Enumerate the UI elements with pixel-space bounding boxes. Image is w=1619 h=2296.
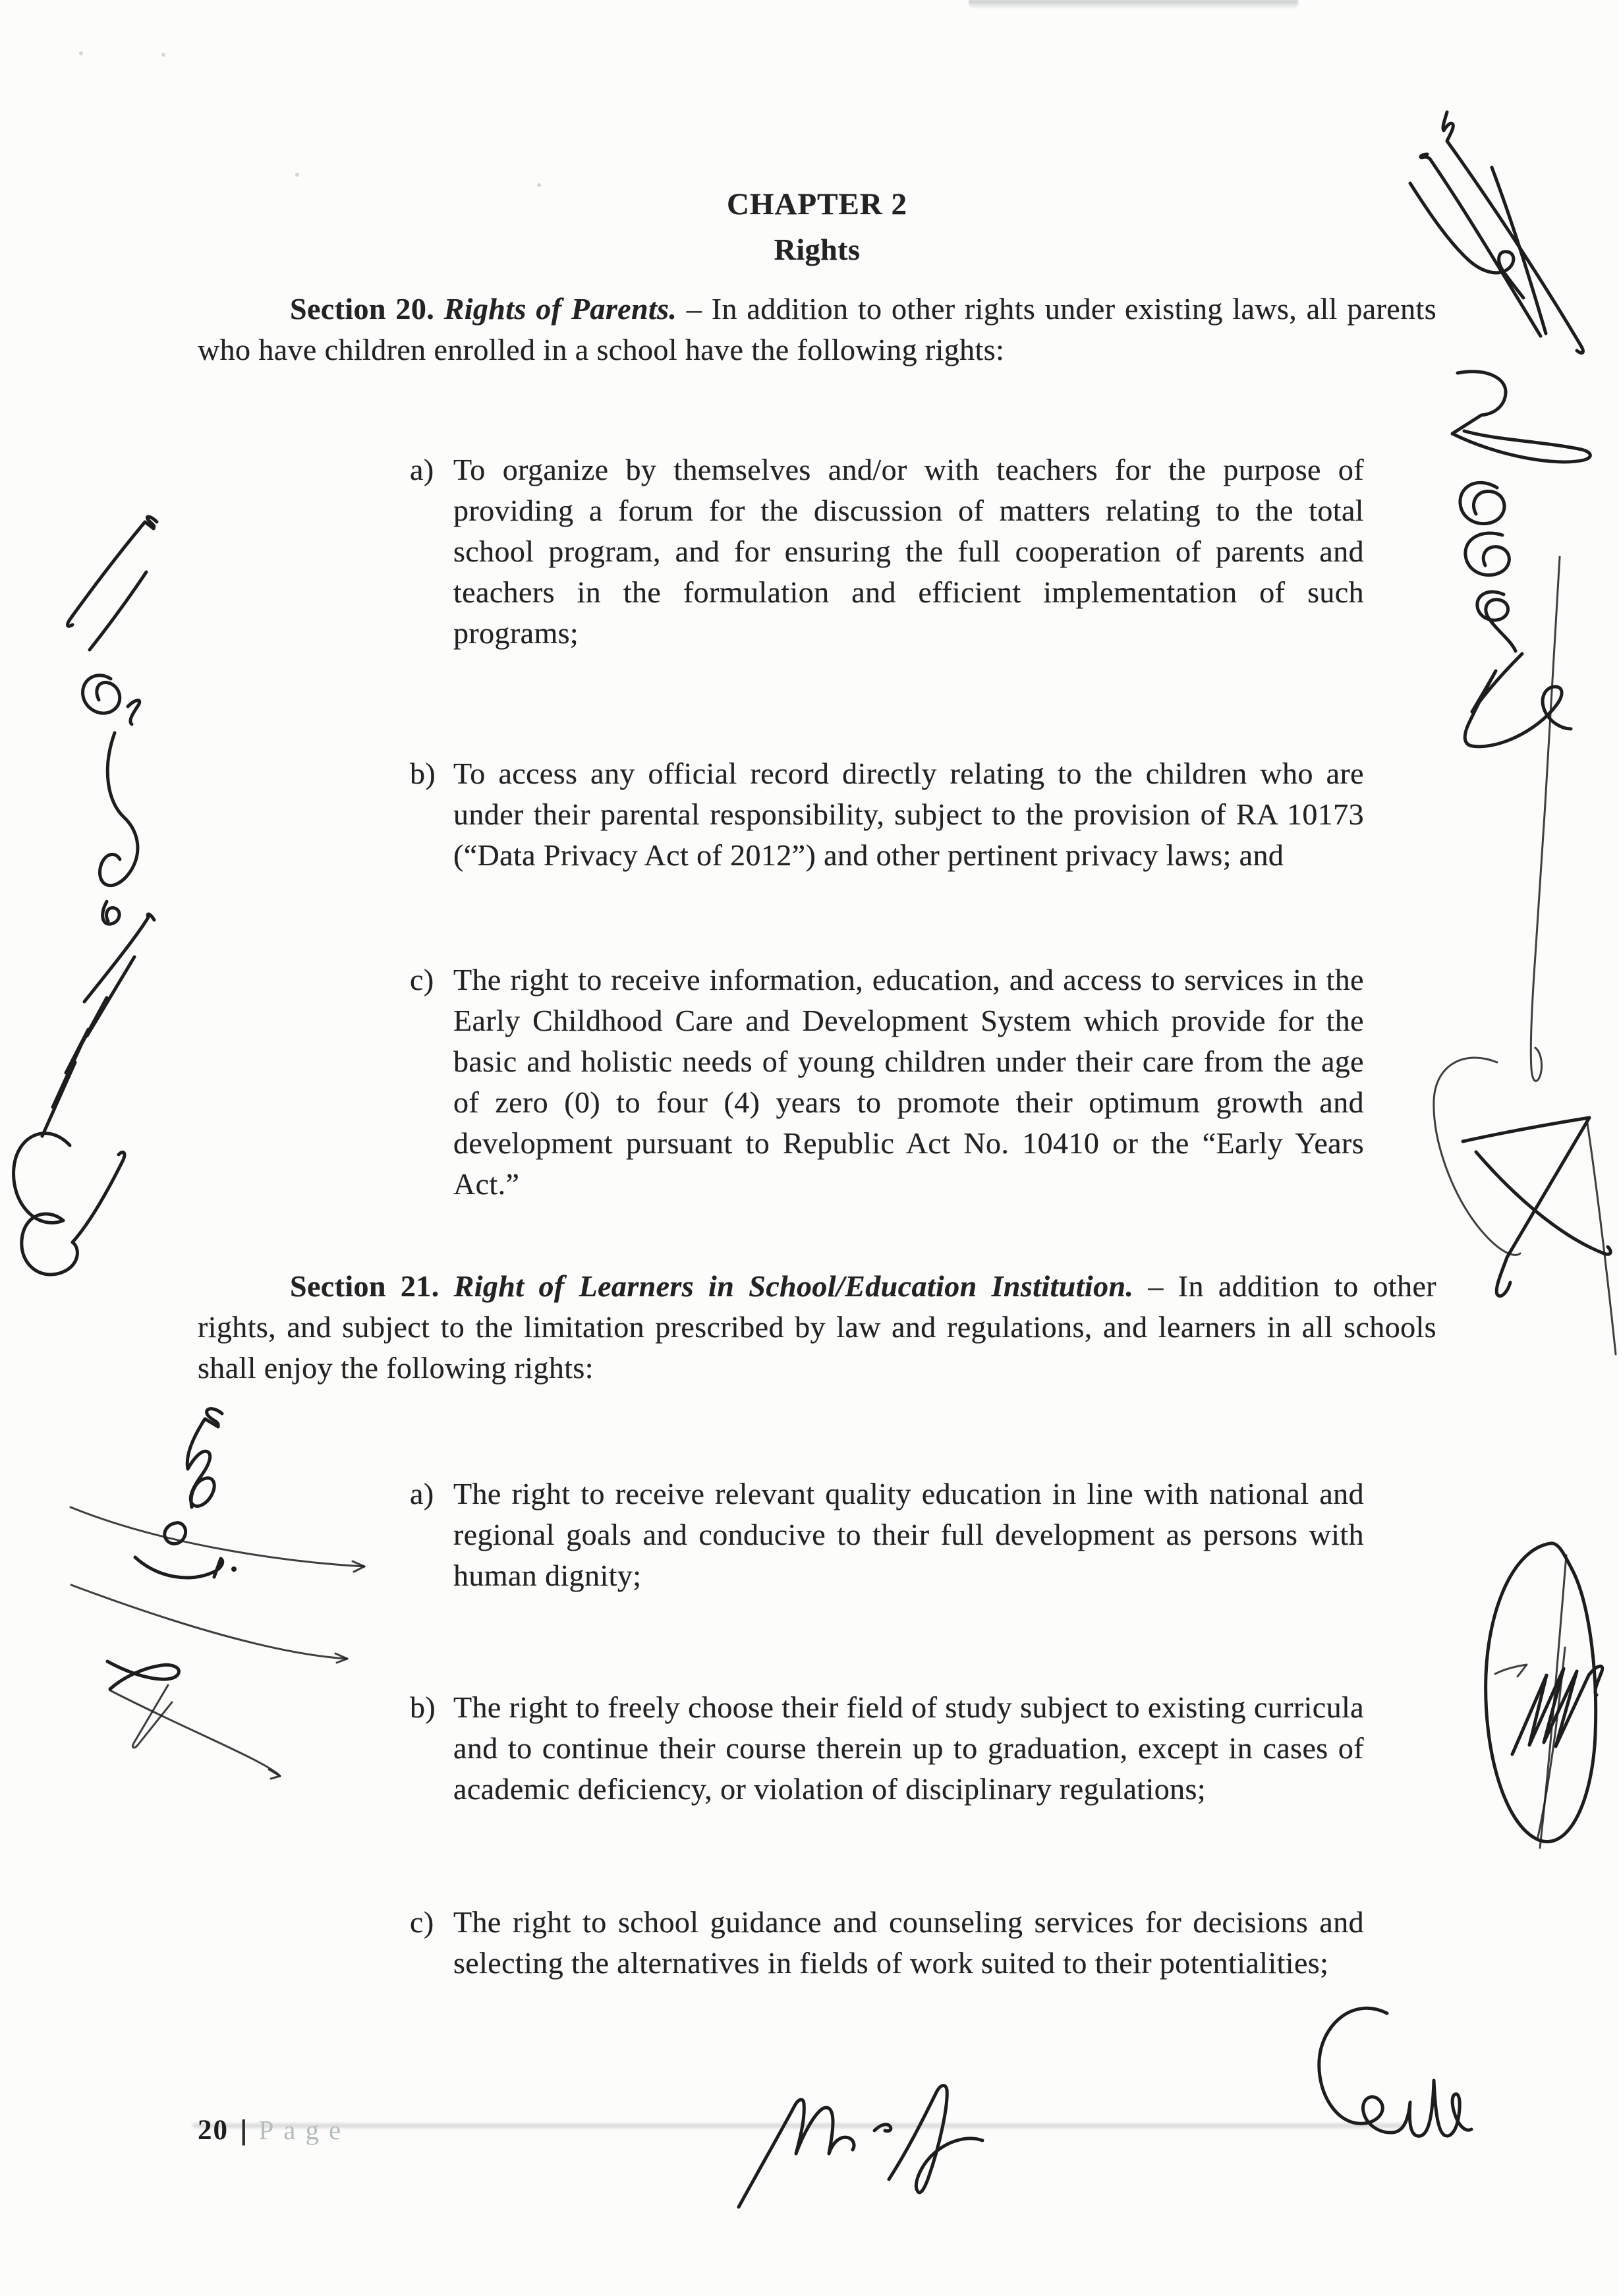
- list-item-text: The right to receive information, education, and access to services in the Early Childhood Care and Development System which provide for the basic and holistic needs of young children under their care from the age of zero (0) to four (4) years to promote their optimum growth and development pursuant to Republic Act No. 10410 or the “Early Years Act.”: [453, 963, 1364, 1201]
- scan-smudge-top: [969, 0, 1298, 9]
- section-20-intro-paragraph: [198, 289, 1436, 370]
- section-20-title: Rights of Parents.: [434, 292, 677, 326]
- list-item-text: The right to freely choose their field of study subject to existing curricula and to continue their course therein up to graduation, except in cases of academic deficiency, or violation of disciplinary regulations;: [453, 1690, 1364, 1806]
- scan-speck: [79, 51, 83, 55]
- scan-speck: [295, 173, 299, 177]
- list-marker: c): [410, 963, 434, 996]
- list-item: [410, 753, 1364, 876]
- list-item-text: The right to receive relevant quality education in line with national and regional goals and conducive to their full development as persons with human dignity;: [453, 1477, 1364, 1592]
- list-item-text: To access any official record directly relating to the children who are under their parental responsibility, subject to the provision of RA 10173 (“Data Privacy Act of 2012”) and other pertinent privacy laws; and: [453, 757, 1364, 872]
- list-marker: c): [410, 1905, 434, 1939]
- list-item-text: To organize by themselves and/or with teachers for the purpose of providing a forum for the discussion of matters relating to the total school program, and for ensuring the full cooperation of parents and teachers in the formulation and efficient implementation of such programs;: [453, 453, 1364, 650]
- list-marker: b): [410, 1690, 436, 1724]
- list-item: [410, 960, 1364, 1205]
- list-item: [410, 449, 1364, 654]
- signature-ink-bottom-left: [69, 1400, 392, 1835]
- footer-page-label: Page: [258, 2115, 351, 2145]
- chapter-subheading: Rights: [774, 233, 861, 266]
- list-item: [410, 1687, 1364, 1810]
- signature-ink-left-lower: [5, 909, 160, 1278]
- list-marker: a): [410, 453, 434, 486]
- section-21-label: Section 21.: [290, 1269, 440, 1303]
- signature-ink-right-oval: [1466, 1535, 1619, 1852]
- page-footer: [198, 2114, 791, 2146]
- chapter-heading: CHAPTER 2: [726, 187, 908, 221]
- scan-speck: [161, 53, 165, 57]
- signature-ink-left-upper: [46, 509, 171, 944]
- section-20-label: Section 20.: [290, 292, 435, 326]
- list-marker: b): [410, 757, 436, 790]
- page-number: 20: [198, 2115, 229, 2146]
- footer-divider: |: [239, 2115, 248, 2146]
- section-21-intro-text: – In addition to other rights, and subject to the limitation prescribed by law and regulations, and learners in all schools shall enjoy the following rights:: [198, 1269, 1436, 1385]
- list-item-text: The right to school guidance and counseling services for decisions and selecting the alternatives in fields of work suited to their potentialities;: [453, 1905, 1364, 1980]
- signature-ink-right-margin: [1398, 362, 1619, 1364]
- list-item: [410, 1474, 1364, 1596]
- section-20-intro-text: – In addition to other rights under existing laws, all parents who have children enrolled in a school have the following rights:: [198, 292, 1436, 366]
- section-21-intro-paragraph: [198, 1266, 1436, 1389]
- list-marker: a): [410, 1477, 434, 1510]
- list-item: [410, 1902, 1364, 1984]
- signature-ink-bottom-right: [1308, 1994, 1506, 2171]
- section-21-title: Right of Learners in School/Education Institution.: [439, 1269, 1134, 1303]
